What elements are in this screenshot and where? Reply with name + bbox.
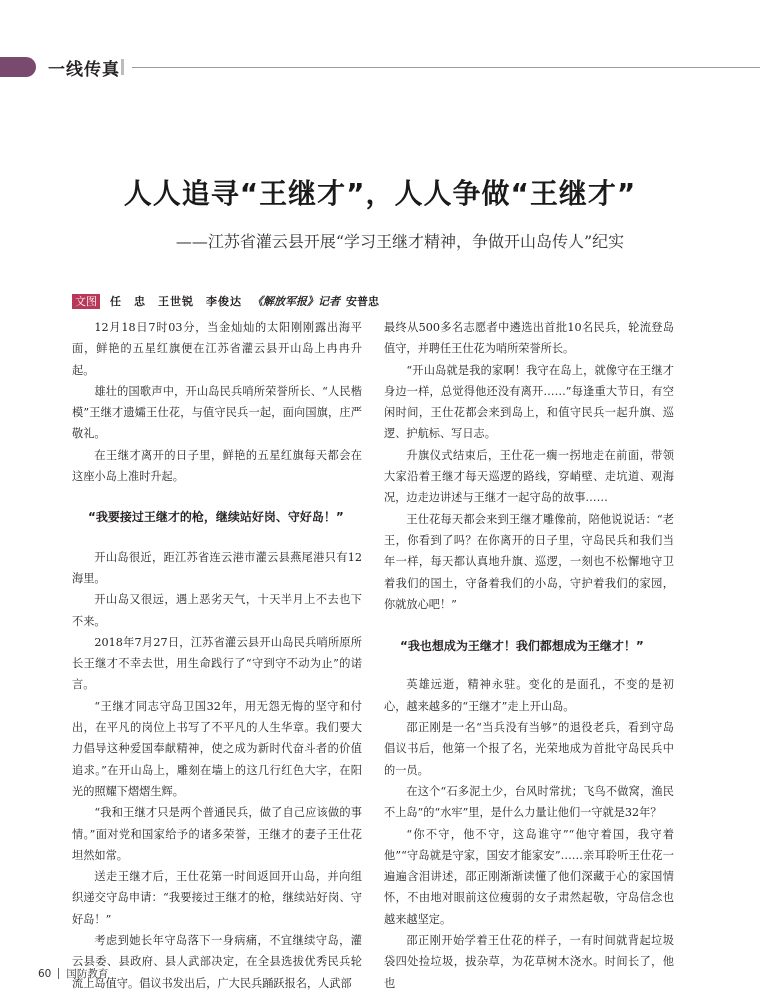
article-subtitle: ——江苏省灌云县开展“学习王继才精神，争做开山岛传人”纪实 (175, 232, 625, 251)
paragraph: 英雄远逝，精神永驻。变化的是面孔，不变的是初心，越来越多的“王继才”走上开山岛。 (384, 678, 674, 713)
header-rule (132, 67, 760, 68)
paragraph: “你不守，他不守，这岛谁守”“他守着国，我守着他”“守岛就是守家，国安才能家安”……亲耳聆听王仕花一遍遍含泪讲述，邵正刚渐渐读懂了他们深藏于心的家国情怀，不由地对眼前这位瘦弱的女子肃然起敬，守岛信念也越来越坚定。 (384, 827, 674, 926)
paragraph: 邵正刚开始学着王仕花的样子，一有时间就背起垃圾袋四处捡垃圾，拔杂草，为花草树木浇水。时间长了，他也 (384, 934, 674, 990)
page-footer (38, 966, 108, 981)
paragraph: 邵正刚是一名“当兵没有当够”的退役老兵，看到守岛倡议书后，他第一个报了名，光荣地成为首批守岛民兵中的一员。 (384, 721, 674, 777)
byline-names: 任 忠 王世锐 李俊达 (110, 295, 242, 308)
byline (72, 293, 391, 309)
section-title-bar (121, 59, 124, 75)
byline-paper: 《解放军报》记者 (252, 295, 340, 308)
byline-author: 安普忠 (346, 295, 379, 308)
section-marker-tab (0, 57, 36, 77)
paragraph: “王继才同志守岛卫国32年，用无怨无悔的坚守和付出，在平凡的岗位上书写了不平凡的人生华章。我们要大力倡导这种爱国奉献精神，使之成为新时代奋斗者的价值追求。”在开山岛上，雕刻在墙上的这几行红色大字，在阳光的照耀下熠熠生辉。 (72, 699, 362, 798)
paragraph: 雄壮的国歌声中，开山岛民兵哨所荣誉所长、“人民楷模”王继才遗孀王仕花，与值守民兵一起，面向国旗，庄严敬礼。 (72, 384, 362, 441)
magazine-name: 国防教育 (66, 968, 109, 980)
section-title: 一线传真 (48, 60, 120, 80)
paragraph: 王仕花每天都会来到王继才雕像前，陪他说说话：“老王，你看到了吗？在你离开的日子里，守岛民兵和我们当年一样，每天都认真地升旗、巡逻，一刻也不松懈地守卫着我们的国土，守备着我们的小岛，守护着我们的家园，你就放心吧！” (384, 512, 674, 611)
byline-tag: 文图 (72, 294, 100, 309)
section-heading: “我也想成为王继才！我们都想成为王继才！” (400, 639, 644, 654)
paragraph: “开山岛就是我的家啊！我守在岛上，就像守在王继才身边一样，总觉得他还没有离开……”每逢重大节日，有空闲时间，王仕花都会来到岛上，和值守民兵一起升旗、巡逻、护航标、写日志。 (384, 363, 674, 441)
paragraph: 送走王继才后，王仕花第一时间返回开山岛，并向组织递交守岛申请：“我要接过王继才的枪，继续站好岗、守好岛！” (72, 870, 362, 926)
paragraph: 2018年7月27日，江苏省灌云县开山岛民兵哨所原所长王继才不幸去世，用生命践行了“守到守不动为止”的诺言。 (72, 635, 362, 692)
paragraph: 在这个“石多泥土少，台风时常扰；飞鸟不做窝，渔民不上岛”的“水牢”里，是什么力量让他们一守就是32年？ (384, 784, 674, 820)
paragraph: “我和王继才只是两个普通民兵，做了自己应该做的事情。”面对党和国家给予的诸多荣誉，王继才的妻子王仕花坦然如常。 (72, 806, 362, 862)
right-column (384, 317, 674, 994)
paragraph: 在王继才离开的日子里，鲜艳的五星红旗每天都会在这座小岛上准时升起。 (72, 448, 362, 484)
paragraph: 考虑到她长年守岛落下一身病痛，不宜继续守岛，灌云县委、县政府、县人武部决定，在全县选拔优秀民兵轮流上岛值守。倡议书发出后，广大民兵踊跃报名，人武部 (72, 934, 362, 990)
paragraph: 开山岛很近，距江苏省连云港市灌云县燕尾港只有12海里。 (72, 550, 362, 585)
article-title: 人人追寻“王继才”，人人争做“王继才” (123, 177, 637, 210)
paragraph: 升旗仪式结束后，王仕花一瘸一拐地走在前面，带领大家沿着王继才每天巡逻的路线，穿峭壁、走坑道、观海况，边走边讲述与王继才一起守岛的故事…… (384, 448, 674, 505)
footer-divider (58, 968, 59, 979)
paragraph: 最终从500多名志愿者中遴选出首批10名民兵，轮流登岛值守，并聘任王仕花为哨所荣誉所长。 (384, 321, 674, 356)
left-column (72, 317, 362, 994)
page-number: 60 (38, 967, 52, 980)
section-heading: “我要接过王继才的枪，继续站好岗、守好岛！” (88, 510, 344, 525)
paragraph: 开山岛又很远，遇上恶劣天气，十天半月上不去也下不来。 (72, 593, 362, 628)
paragraph: 12月18日7时03分，当金灿灿的太阳刚刚露出海平面，鲜艳的五星红旗便在江苏省灌云县开山岛上冉冉升起。 (72, 321, 362, 377)
